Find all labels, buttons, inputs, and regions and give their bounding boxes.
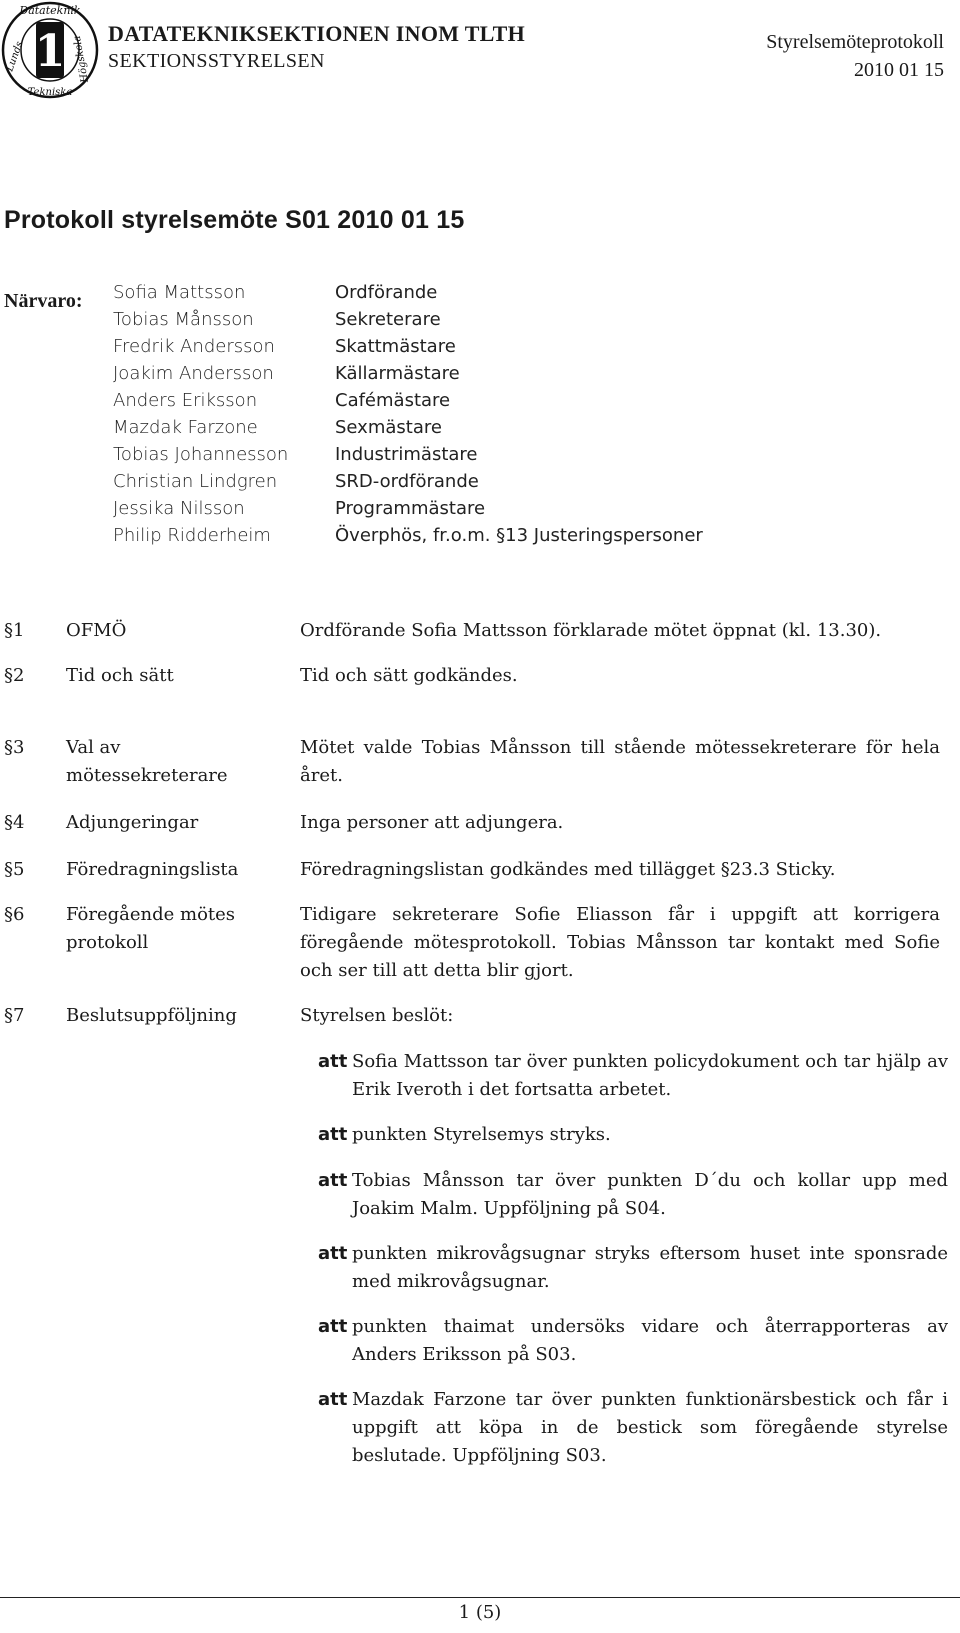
attendance-row [113,333,703,360]
decision-text: punkten Styrelsemys stryks. [352,1124,611,1145]
attendance-row [113,360,703,387]
section-text: Tid och sätt godkändes. [300,665,518,686]
decision-item [318,1313,948,1369]
section-number: §3 [4,737,25,758]
member-role: SRD-ordförande [335,471,479,492]
footer-rule [0,1597,960,1598]
attendance-row [113,441,703,468]
decision-keyword: att [318,1243,348,1264]
section-title: Adjungeringar [66,812,199,833]
attendance-row [113,279,703,306]
member-name: Jessika Nilsson [113,498,245,519]
dtek-logo [0,0,100,100]
section-text: Tidigare sekreterare Sofie Eliasson får i uppgift att korrigera föregående mötesprotokoll. Tobias Månsson tar kontakt med Sofie och ser till att detta blir gjort. [300,904,940,981]
decision-text: Mazdak Farzone tar över punkten funktionärsbestick och får i uppgift att köpa in de bestick som föregående styrelse beslutade. Uppföljning S03. [352,1389,948,1466]
logo-bottom-text: Tekniska [27,87,73,98]
section-text: Ordförande Sofia Mattsson förklarade mötet öppnat (kl. 13.30). [300,620,882,641]
section-number: §2 [4,665,25,686]
attendance-row [113,306,703,333]
attendance-row [113,468,703,495]
section-number: §5 [4,859,25,880]
page-title: Protokoll styrelsemöte S01 2010 01 15 [4,206,465,234]
member-role: Programmästare [335,498,486,519]
header-left [108,20,525,74]
member-name: Tobias Johannesson [113,444,289,465]
member-name: Sofia Mattsson [113,282,246,303]
section-title: Tid och sätt [66,665,174,686]
member-role: Sekreterare [335,309,441,330]
member-role: Överphös, fr.o.m. §13 Justeringspersoner [335,525,703,546]
decision-keyword: att [318,1316,348,1337]
decision-text: Tobias Månsson tar över punkten D´du och kollar upp med Joakim Malm. Uppföljning på S04. [352,1170,948,1219]
logo-top-text: Datateknik [19,4,81,17]
member-name: Philip Ridderheim [113,525,271,546]
member-role: Ordförande [335,282,438,303]
logo-number: 1 [34,26,66,77]
decision-item [318,1386,948,1470]
section-title: Föredragningslista [66,859,239,880]
member-role: Cafémästare [335,390,451,411]
page-number: 1 (5) [458,1602,502,1623]
decision-text: Sofia Mattsson tar över punkten policydokument och tar hjälp av Erik Iveroth i det fortsatta arbetet. [352,1051,948,1100]
section-number: §6 [4,904,25,925]
decision-item [318,1240,948,1296]
header-right [766,28,944,84]
section-number: §7 [4,1005,25,1026]
member-name: Christian Lindgren [113,471,278,492]
attendance-list [113,279,703,549]
attendance-label: Närvaro: [4,290,83,312]
section-text: Föredragningslistan godkändes med tillägget §23.3 Sticky. [300,859,836,880]
member-name: Mazdak Farzone [113,417,258,438]
member-name: Joakim Andersson [113,363,274,384]
decision-keyword: att [318,1051,348,1072]
member-role: Källarmästare [335,363,460,384]
section-number: §4 [4,812,25,833]
section-text: Inga personer att adjungera. [300,812,564,833]
section-title: OFMÖ [66,620,127,641]
decision-text: punkten mikrovågsugnar stryks eftersom huset inte sponsrade med mikrovågsugnar. [352,1243,948,1292]
member-role: Skattmästare [335,336,456,357]
document-date: 2010 01 15 [854,59,944,81]
organisation-name: DATATEKNIKSEKTIONEN INOM TLTH [108,21,526,46]
attendance-row [113,522,703,549]
attendance-row [113,387,703,414]
section-title: Föregående mötes protokoll [66,904,236,953]
decision-item [318,1167,948,1223]
section-title: Beslutsuppföljning [66,1005,237,1026]
member-role: Sexmästare [335,417,442,438]
decision-text: punkten thaimat undersöks vidare och återrapporteras av Anders Eriksson på S03. [352,1316,948,1365]
section-text: Styrelsen beslöt: [300,1005,454,1026]
member-role: Industrimästare [335,444,478,465]
decision-item [318,1121,948,1149]
decision-item [318,1048,948,1104]
decision-keyword: att [318,1170,348,1191]
decision-keyword: att [318,1124,348,1145]
section-title: Val av mötessekreterare [66,737,228,786]
section-text: Mötet valde Tobias Månsson till stående mötessekreterare för hela året. [300,737,940,786]
member-name: Fredrik Andersson [113,336,275,357]
organisation-sub: SEKTIONSSTYRELSEN [108,50,325,72]
section-number: §1 [4,620,25,641]
member-name: Tobias Månsson [113,309,254,330]
member-name: Anders Eriksson [113,390,258,411]
logo-right-text: Högskola [71,34,91,84]
attendance-row [113,495,703,522]
document-type: Styrelsemöteprotokoll [766,31,944,53]
attendance-row [113,414,703,441]
logo-left-text: Lunds [4,40,26,74]
decision-keyword: att [318,1389,348,1410]
